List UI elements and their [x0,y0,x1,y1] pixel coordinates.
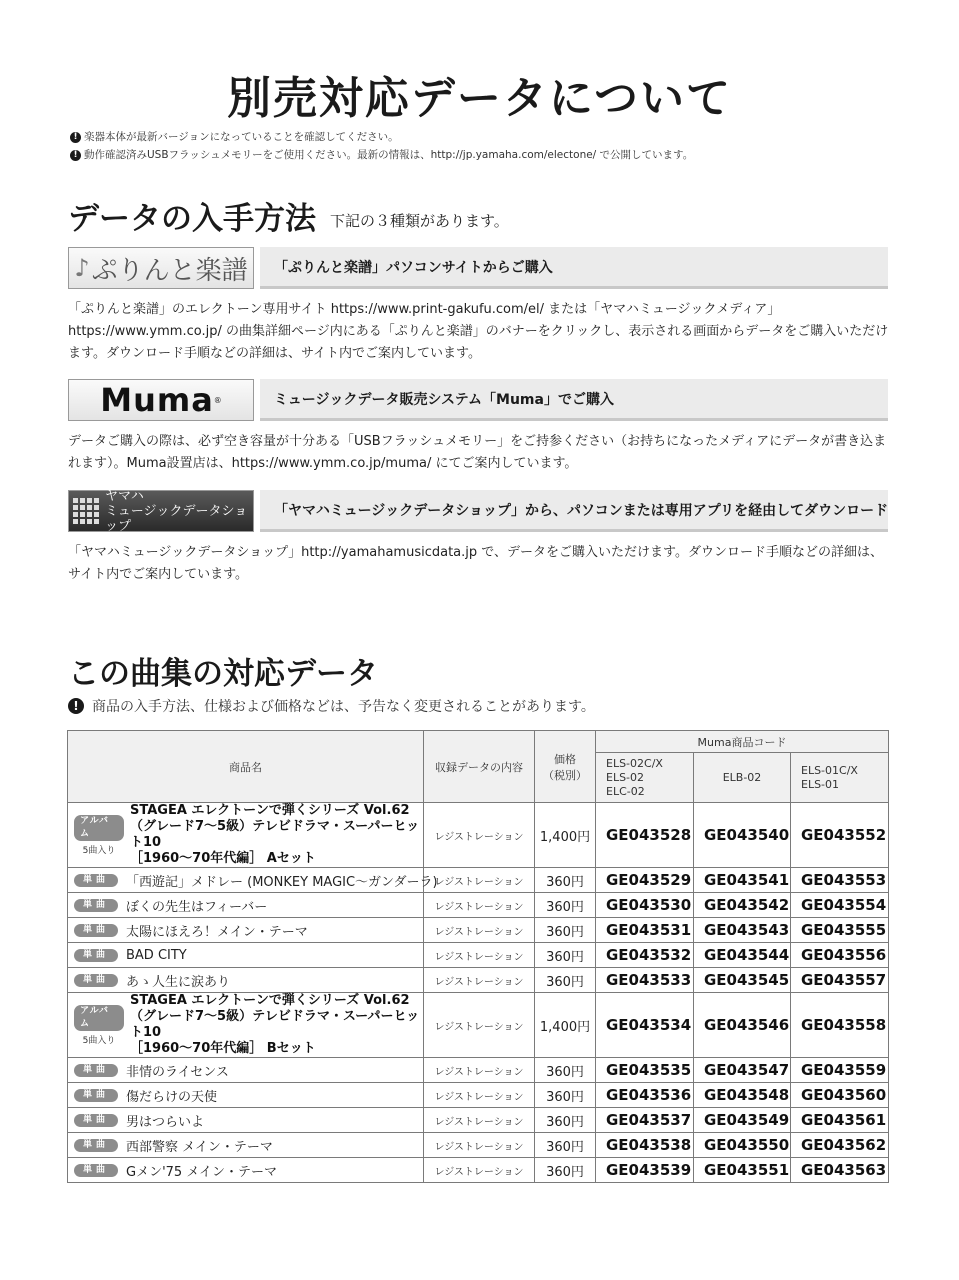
song-title: 太陽にほえろ！メイン・テーマ [126,924,308,940]
tax-label: （税別） [543,768,587,782]
note-item [70,128,693,146]
single-row [68,1133,889,1158]
product-code-elb02: GE043543 [694,918,791,943]
product-code-elb02: GE043542 [694,893,791,918]
model-name: ELS-01 [801,777,840,791]
page-title: 別売対応データについて [226,73,733,124]
acquire-subtitle: 下記の３種類があります。 [330,212,509,230]
product-code-els01: GE043556 [791,943,889,968]
source-heading: 「ぷりんと楽譜」パソコンサイトからご購入 [260,247,888,289]
content-cell: レジストレーション [424,1133,535,1158]
song-title: あゝ人生に涙あり [126,974,231,990]
price-cell: 360円 [535,1108,596,1133]
song-title: BAD CITY [126,947,187,963]
song-title: 西部警察 メイン・テーマ [126,1139,273,1155]
product-code-elb02: GE043547 [694,1058,791,1083]
exclamation-icon: ! [70,150,81,161]
song-title: 非情のライセンス [126,1064,229,1080]
single-badge: 単曲 [74,974,118,987]
product-code-els01: GE043558 [791,993,889,1058]
album-title-line: STAGEA エレクトーンで弾くシリーズ Vol.62 [130,803,410,818]
product-name-cell [68,803,424,868]
single-row [68,868,889,893]
product-code-els02: GE043534 [596,993,694,1058]
note-text: 動作確認済みUSBフラッシュメモリーをご使用ください。最新の情報は、http://jp.yamaha.com/electone/ で公開しています。 [84,149,694,161]
source-heading: 「ヤマハミュージックデータショップ」から、パソコンまたは専用アプリを経由してダウンロード [260,490,888,532]
product-name-cell [68,1083,424,1108]
product-name-cell [68,918,424,943]
header-model-els02 [596,753,694,803]
single-badge: 単曲 [74,874,118,887]
single-badge: 単曲 [74,1164,118,1177]
logo-line-2: ミュージックデータショップ [105,503,248,534]
single-row [68,918,889,943]
song-title: Gメン'75 メイン・テーマ [126,1164,278,1180]
album-title-line: （グレード7〜5級）テレビドラマ・スーパーヒット10 [130,819,420,850]
album-title-line: ［1960〜70年代編］ Aセット [130,851,316,866]
logo-text: Muma [100,381,214,419]
header-price [535,731,596,803]
product-code-els02: GE043537 [596,1108,694,1133]
model-name: ELS-02 [606,770,645,784]
album-title [130,803,423,867]
product-name-cell [68,1133,424,1158]
model-name: ELC-02 [606,784,645,798]
price-cell: 1,400円 [535,993,596,1058]
note-item [70,146,693,164]
product-name-cell [68,868,438,893]
product-code-elb02: GE043541 [694,868,791,893]
product-code-els02: GE043529 [596,868,694,893]
single-row [68,943,889,968]
source-muma [68,379,888,421]
header-muma-code: Muma商品コード [596,731,889,753]
single-row [68,1083,889,1108]
source-heading: ミュージックデータ販売システム「Muma」でご購入 [260,379,888,421]
product-code-els02: GE043535 [596,1058,694,1083]
product-code-elb02: GE043548 [694,1083,791,1108]
price-cell: 1,400円 [535,803,596,868]
price-cell: 360円 [535,893,596,918]
content-cell: レジストレーション [424,968,535,993]
product-code-els02: GE043530 [596,893,694,918]
yamaha-data-shop-logo[interactable] [68,490,254,532]
product-code-els02: GE043539 [596,1158,694,1183]
price-label: 価格 [554,752,576,766]
single-row [68,1108,889,1133]
single-row [68,968,889,993]
registered-mark: ® [213,395,222,405]
logo-line-1: ヤマハ [105,488,144,504]
content-cell: レジストレーション [424,868,535,893]
product-code-els01: GE043561 [791,1108,889,1133]
content-cell: レジストレーション [424,918,535,943]
product-name-cell [68,1108,424,1133]
product-code-els02: GE043536 [596,1083,694,1108]
product-code-els01: GE043555 [791,918,889,943]
product-code-elb02: GE043550 [694,1133,791,1158]
product-code-elb02: GE043544 [694,943,791,968]
price-cell: 360円 [535,1083,596,1108]
product-code-els02: GE043531 [596,918,694,943]
album-badge: アルバム [74,815,124,841]
source-description: 「ぷりんと楽譜」のエレクトーン専用サイト https://www.print-gakufu.com/el/ または「ヤマハミュージックメディア」https://www.ymm.co.jp/ の曲集詳細ページ内にある「ぷりんと楽譜」のバナーをクリックし、表示される画面からデータをご購入いただけます。ダウンロード手順などの詳細は、サイト内でご案内しています。 [68,302,889,361]
product-code-els01: GE043557 [791,968,889,993]
source-description: 「ヤマハミュージックデータショップ」http://yamahamusicdata.jp で、データをご購入いただけます。ダウンロード手順などの詳細は、サイト内でご案内しています。 [68,545,883,582]
source-description: データご購入の際は、必ず空き容量が十分ある「USBフラッシュメモリー」をご持参ください（お持ちになったメディアにデータが書き込まれます）。Muma設置店は、https://www.ymm.co.jp/muma/ にてご案内しています。 [68,434,887,471]
content-cell: レジストレーション [424,943,535,968]
table-body [68,803,889,1183]
single-badge: 単曲 [74,949,118,962]
song-count: 5曲入り [82,1035,116,1046]
product-code-els01: GE043559 [791,1058,889,1083]
source-print-gakufu [68,247,888,289]
album-row [68,993,889,1058]
single-badge: 単曲 [74,1114,118,1127]
product-name-cell [68,1058,424,1083]
single-badge: 単曲 [74,924,118,937]
exclamation-icon: ! [70,132,81,143]
album-row [68,803,889,868]
product-code-els01: GE043554 [791,893,889,918]
exclamation-icon: ! [68,698,84,714]
model-name: ELS-01C/X [801,763,858,777]
single-row [68,893,889,918]
notice-text: 商品の入手方法、仕様および価格などは、予告なく変更されることがあります。 [92,699,595,715]
compat-section-title: この曲集の対応データ [68,656,378,692]
album-title-line: ［1960〜70年代編］ Bセット [130,1041,316,1056]
album-tag [74,815,124,856]
acquire-section-title [68,193,509,238]
content-cell: レジストレーション [424,1158,535,1183]
content-cell: レジストレーション [424,1108,535,1133]
product-code-elb02: GE043549 [694,1108,791,1133]
single-row [68,1058,889,1083]
product-code-els02: GE043533 [596,968,694,993]
acquire-title: データの入手方法 [68,201,316,237]
product-name-cell [68,993,424,1058]
album-tag [74,1005,124,1046]
single-badge: 単曲 [74,899,118,912]
print-gakufu-logo[interactable] [68,247,254,289]
product-name-cell [68,968,424,993]
price-cell: 360円 [535,1133,596,1158]
header-content: 収録データの内容 [424,731,535,803]
product-name-cell [68,943,424,968]
song-title: ぼくの先生はフィーバー [126,899,268,915]
header-model-els01 [791,753,889,803]
price-cell: 360円 [535,1058,596,1083]
product-code-els01: GE043562 [791,1133,889,1158]
song-title: 傷だらけの天使 [126,1089,218,1105]
product-code-els01: GE043560 [791,1083,889,1108]
single-row [68,1158,889,1183]
song-title: 男はつらいよ [126,1114,205,1130]
song-title: 「西遊記」メドレー (MONKEY MAGIC〜ガンダーラ) [126,874,438,890]
price-cell: 360円 [535,918,596,943]
notes [70,128,693,164]
header-model-elb02: ELB-02 [694,753,791,803]
model-name: ELS-02C/X [606,756,663,770]
product-name-cell [68,1158,424,1183]
dot-grid-icon [73,498,99,524]
note-text: 楽器本体が最新バージョンになっていることを確認してください。 [84,131,399,143]
product-code-elb02: GE043545 [694,968,791,993]
header-name: 商品名 [68,731,424,803]
price-cell: 360円 [535,1158,596,1183]
compat-notice [68,696,595,716]
product-code-els02: GE043528 [596,803,694,868]
content-cell: レジストレーション [424,1058,535,1083]
source-yamaha-data-shop [68,490,888,532]
price-cell: 360円 [535,868,596,893]
content-cell: レジストレーション [424,803,535,868]
price-cell: 360円 [535,943,596,968]
product-code-els02: GE043538 [596,1133,694,1158]
logo-text: ぷりんと楽譜 [91,255,248,286]
product-code-elb02: GE043546 [694,993,791,1058]
product-code-table [67,730,889,1183]
product-code-els02: GE043532 [596,943,694,968]
song-count: 5曲入り [82,845,116,856]
product-code-els01: GE043563 [791,1158,889,1183]
album-title-line: STAGEA エレクトーンで弾くシリーズ Vol.62 [130,993,410,1008]
single-badge: 単曲 [74,1139,118,1152]
content-cell: レジストレーション [424,993,535,1058]
content-cell: レジストレーション [424,1083,535,1108]
logo-text [105,489,253,534]
product-code-elb02: GE043540 [694,803,791,868]
album-title-line: （グレード7〜5級）テレビドラマ・スーパーヒット10 [130,1009,420,1040]
music-note-icon: ♪ [74,254,90,282]
single-badge: 単曲 [74,1089,118,1102]
product-code-els01: GE043552 [791,803,889,868]
album-badge: アルバム [74,1005,124,1031]
product-code-elb02: GE043551 [694,1158,791,1183]
product-code-els01: GE043553 [791,868,889,893]
content-cell: レジストレーション [424,893,535,918]
single-badge: 単曲 [74,1064,118,1077]
album-title [130,993,423,1057]
product-name-cell [68,893,424,918]
price-cell: 360円 [535,968,596,993]
muma-logo[interactable] [68,379,254,421]
